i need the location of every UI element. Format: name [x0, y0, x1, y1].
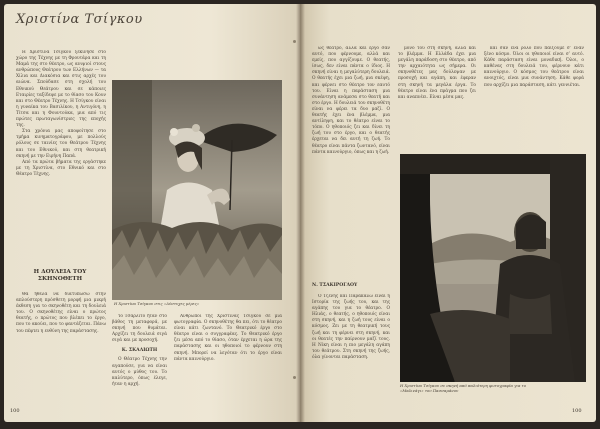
magazine-spread — [4, 4, 596, 422]
middle-paragraph: το Τσαρλίτο ήταν στο βάθος τη μεταφορά, με σκηνή που θυμάται. Αρχίζει τη δουλειά σιγά σιγά και με προσοχή. — [112, 314, 167, 344]
portrait-photo-right — [400, 154, 586, 382]
intro-paragraph-3: Από τα πρώτα βήματα της εργάστηκε με τη Χριστίνα, στο Εθνικό και στο Θέατρο Τέχνης. — [16, 159, 106, 177]
photo-woman-window — [400, 154, 586, 382]
section-heading: Η ΔΟΥΛΕΙΑ ΤΟΥ ΣΚΗΝΟΘΕΤΗ — [33, 269, 87, 282]
lower-paragraph: Θα ήθελα να διατυπώσω στην απλούστερη πρόσθετη μορφή μια μικρή έκθεση για το σκηνοθέτη και τη δουλειά του. Ο σκηνοθέτης είναι ο πρώτος θεατής, ο πρώτος που βλέπει το έργο, που το ακούει, που το φαντάζεται. Πάνω του πέφτει η ευθύνη της παράστασης. — [16, 292, 106, 334]
right-col-2-paragraph: μόνο του στη σκηνή, αλλά και το βλέμμα. Η Ελλάδα έχει μια μεγάλη παράδοση στο θέατρο, από την αρχαιότητα ως σήμερα. Οι σκηνοθέτες μας δούλεψαν με προσοχή και αγάπη, και έφεραν στη σκηνή τα μεγάλα έργα. Το θέατρο είναι ένα πράγμα που ζει και αναπνέει. Είναι μέσα μας. — [398, 46, 476, 100]
page-number-left: 100 — [10, 408, 20, 414]
intro-paragraph-1: Η Χριστίνα Τσίγκου ξεκίνησε στο χώρο της Τέχνης με τη Φρουτάρα και τη Μαμά της στο θέατρο, ως ανιψιοί στους ανθρώπους Θεάτρου των Ελλήνων — τα Χίλια και Διακόσια και στις αρχές του αιώνα. Σπούδασε στη σχολή του Εθνικού Θεάτρου και σε κάποιες Εταιρίες ταξίδεψε με το θίασο του Κουν και στο Θέατρο Τέχνης. Η Τσίγκου είναι η γυναίκα του Βασιλίκου, η Αντιγόνη, η Τίτσα και η Φουντούκα, μια από τις πρώτες πρωταγωνίστριες της εποχής της. — [16, 50, 106, 129]
subsection-heading: Κ. ΣΚΑΛΙΩΤΗ — [121, 348, 158, 354]
intro-column — [16, 50, 106, 220]
right-col-2 — [398, 46, 476, 146]
left-page — [4, 4, 300, 422]
article-title: Χριστίνα Τσίγκου — [16, 12, 143, 27]
right-col-3-paragraph: και σαν ένα ρόλο που παίζουμε σ’ έναν ξένο κόσμο. Όλοι οι ηθοποιοί είναι σ’ αυτό. Κάθε παράσταση είναι μοναδική. Όλοι, ο καθένας στη δουλειά του, φέρνουν κάτι καινούργιο. Ο κόσμος του θεάτρου είναι ανοιχτός, είναι μια συνάντηση. Κάθε φορά που αρχίζει μια παράσταση, κάτι γεννιέται. — [484, 46, 584, 88]
right-page — [300, 4, 596, 422]
intro-paragraph-2: Στα χρόνια μας αποφοίτησε στο τμήμα κινηματογράφου, με πολλούς ρόλους σε ταινίες του Θεάτρου Τέχνης και του Εθνικού, και στη θεατρική σκηνή με την Ειρήνη Παπά. — [16, 129, 106, 159]
right-bottom-column — [174, 314, 282, 414]
portrait-photo-left — [112, 80, 282, 300]
right-col-3 — [484, 46, 584, 146]
right-lower-paragraph: Ο Τζένης και Παρακαλώ είναι η Ιστορία της ζωής του, και της αγάπης του για το θέατρο. Ο Ηλιάς, ο θεατής, ο ηθοποιός είναι στη σκηνή, και η ζωή τους είναι ο κόσμος. Ζει με τη θεατρική τους ζωή και τη φέρνει στη σκηνή, και οι θεατές την παίρνουν μαζί τους. Η Νίκη είναι η πιο μεγάλη αγάπη του θεάτρου. Στη σκηνή της ζωής, όλα γίνονται παράσταση. — [312, 294, 390, 360]
page-number-right: 100 — [572, 408, 582, 414]
right-col-1 — [312, 46, 390, 226]
right-col-1-paragraph: ως θέατρο, αλλά και έργο σαν αυτό, που φέρνουμε, αλλά και εμείς, που αγγίζουμε. Ο θεατής, ίσως, δεν είναι πάντα ο ίδιος. Η σκηνή είναι η μεγαλύτερη δουλειά. Ο θεατής έχει μια ζωή, μια σκέψη, και φέρνει στο θέατρο τον εαυτό του. Είναι η παράσταση μια συνάντηση ανάμεσα στο θεατή και στο έργο. Η δουλειά του σκηνοθέτη είναι να φέρει τα δυο μαζί. Ο θεατής έχει ένα βλέμμα, μια αντίληψη, και το θέατρο είναι το τόπο. Ο ηθοποιός ζει και δίνει τη ζωή του στο έργο, και ο θεατής έρχεται να δει αυτή τη ζωή. Το θέατρο είναι πάντα ζωντανό, είναι πάντα καινούργιο, όπως και η ζωή. — [312, 46, 390, 155]
lower-left-column — [16, 292, 106, 402]
spine-gutter — [296, 4, 305, 422]
author-heading: Ν. ΤΣΑΚΙΡΟΓΛΟΥ — [312, 283, 358, 288]
middle-paragraph-2: Ο Θέατρο Τέχνης την αγαπούσε, για να είναι αυτός ο μύθος του. Το καλύτερο, όπως έλεγε, ήταν η αρχή. — [112, 357, 167, 387]
middle-bottom-column — [112, 314, 167, 414]
right-bottom-paragraph: Άνθρωποι της Χριστίνας Τσίγκου σε μια φωτογραφία. Ο σκηνοθέτης θα πει, ότι το θέατρο είναι κάτι ζωντανό. Το Θεατρικό έργο στο θέατρο είναι ο συγγραφέας. Το Θεατρικό έργο ζει μέσα από το θίασο, όταν έρχεται η ώρα της παράστασης και οι ηθοποιοί το φέρνουν στη σκηνή. Μπορεί να λεγόταν ότι το έργο είναι πάντα καινούργιο. — [174, 314, 282, 362]
right-lower-column — [312, 294, 390, 414]
photo-caption-left: Η Χριστίνα Τσίγκου στις «Δύστυχες μέρες» — [114, 301, 200, 306]
photo-umbrella-woman — [112, 80, 282, 300]
photo-caption-right: Η Χριστίνα Τσίγκου σε σκηνή από παλιότερη φωτογραφία για το «Μαλινάγι» του Πασσαμάνου — [400, 383, 527, 393]
